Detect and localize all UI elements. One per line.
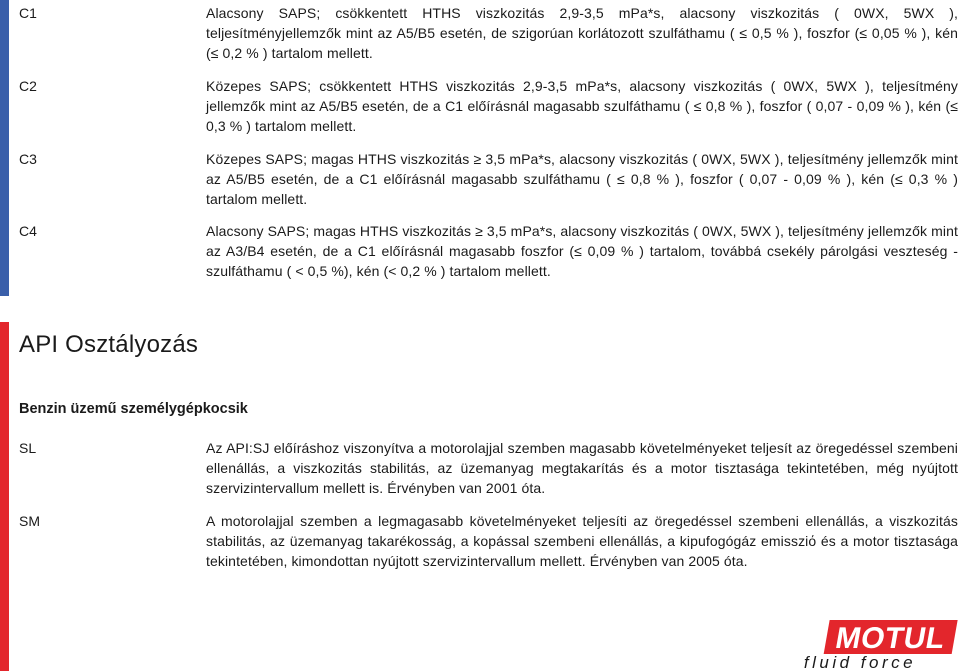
spec-code: SL — [19, 440, 37, 456]
spec-code: SM — [19, 513, 40, 529]
spec-description: Közepes SAPS; csökkentett HTHS viszkozitás 2,9-3,5 mPa*s, alacsony viszkozitás ( 0WX, 5WX ), teljesítmény jellemzők mint az A5/B5 esetén, de a C1 előírásnál magasabb szulfáthamu ( ≤ 0,8 % ), foszfor ( 0,07 - 0,09 % ), kén (≤ 0,3 % ) tartalom mellett. — [206, 78, 958, 134]
spec-description: Alacsony SAPS; magas HTHS viszkozitás ≥ 3,5 mPa*s, alacsony viszkozitás ( 0WX, 5WX ), teljesítmény jellemzők mint az A3/B4 esetén, de a C1 előírásnál magasabb foszfor (≤ 0,09 % ) tartalom, továbbá csekély párolgási veszteség - szulfáthamu ( < 0,5 %), kén (< 0,2 % ) tartalom mellett. — [206, 223, 958, 279]
left-accent-bar-red — [0, 322, 9, 671]
spec-code: C1 — [19, 5, 37, 21]
svg-text:MOTUL: MOTUL — [832, 622, 948, 655]
spec-description: Alacsony SAPS; csökkentett HTHS viszkozitás 2,9-3,5 mPa*s, alacsony viszkozitás ( 0WX, 5WX ), teljesítményjellemzők mint az A5/B5 esetén, de szigorúan korlátozott szulfáthamu ( ≤ 0,5 % ), foszfor (≤ 0,05 % ), kén (≤ 0,2 % ) tartalom mellett. — [206, 5, 958, 61]
spec-code: C4 — [19, 223, 37, 239]
svg-text:fluid force: fluid force — [803, 653, 917, 671]
motul-logo — [728, 618, 958, 671]
spec-description: A motorolajjal szemben a legmagasabb követelményeket teljesíti az öregedéssel szembeni ellenállás, a viszkozitás stabilitás, az üzemanyag takarékosság, a kopással szembeni ellenállás, a kipufogógáz emissziό és a motor tisztasága tekintetében, kimondottan nyújtott szervizintervallum mellett. Érvényben van 2005 óta. — [206, 513, 958, 569]
spec-description: Az API:SJ előíráshoz viszonyítva a motorolajjal szemben magasabb követelményeket teljesít az öregedéssel szembeni ellenállás, a viszkozitás stabilitás, az üzemanyag megtakarítás és a motor tisztasága tekintetében, még nyújtott szervizintervallum mellett is. Érvényben van 2001 óta. — [206, 440, 958, 496]
section-heading-petrol: Benzin üzemű személygépkocsik — [19, 401, 248, 417]
api-section-title: API Osztályozás — [19, 331, 199, 358]
spec-code: C3 — [19, 151, 37, 167]
spec-code: C2 — [19, 78, 37, 94]
left-accent-bar-blue — [0, 0, 9, 296]
spec-description: Közepes SAPS; magas HTHS viszkozitás ≥ 3,5 mPa*s, alacsony viszkozitás ( 0WX, 5WX ), teljesítmény jellemzők mint az A5/B5 esetén, de a C1 előírásnál magasabb szulfáthamu ( ≤ 0,8 % ), foszfor ( 0,07 - 0,09 % ), kén (≤ 0,3 % ) tartalom mellett. — [206, 151, 958, 207]
